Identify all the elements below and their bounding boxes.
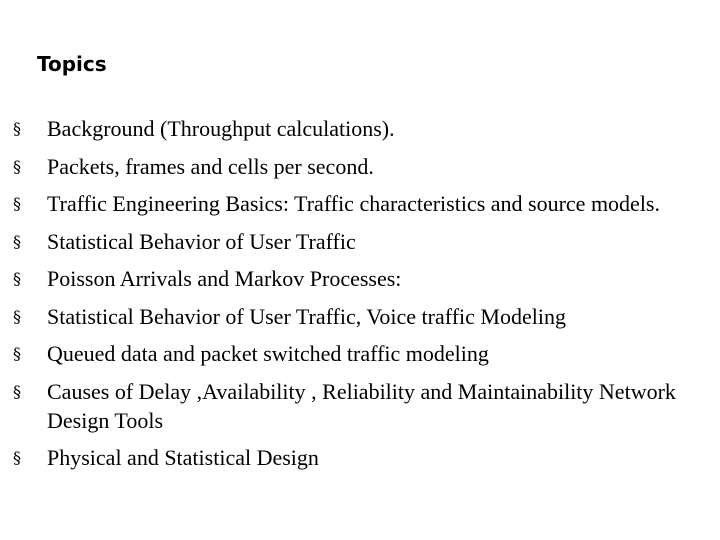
list-item-text: Statistical Behavior of User Traffic — [47, 228, 356, 254]
list-item-text: Physical and Statistical Design — [47, 445, 319, 470]
list-item — [0, 114, 720, 143]
bullet-icon: § — [13, 156, 21, 176]
list-item — [0, 227, 720, 256]
list-item-text: Packets, frames and cells per second. — [47, 153, 374, 179]
list-item — [0, 443, 720, 472]
topics-list — [0, 114, 720, 481]
bullet-icon: § — [13, 194, 21, 213]
list-item-text: Background (Throughput calculations). — [47, 116, 395, 141]
list-item — [0, 152, 720, 181]
list-item — [0, 264, 720, 293]
list-item — [0, 377, 720, 435]
list-item — [0, 339, 720, 368]
list-item-text: Causes of Delay ,Availability , Reliability and Maintainability Network Design Tools — [47, 378, 676, 433]
bullet-icon: § — [13, 448, 21, 467]
bullet-icon: § — [13, 269, 21, 288]
bullet-icon: § — [13, 344, 21, 363]
list-item-text: Poisson Arrivals and Markov Processes: — [47, 266, 402, 291]
list-item-text: Traffic Engineering Basics: Traffic characteristics and source models. — [47, 191, 660, 216]
list-item-text: Statistical Behavior of User Traffic, Voice traffic Modeling — [47, 303, 566, 329]
bullet-icon: § — [13, 381, 21, 401]
bullet-icon: § — [13, 306, 21, 326]
bullet-icon: § — [13, 231, 21, 251]
bullet-icon: § — [13, 119, 21, 138]
list-item-text: Queued data and packet switched traffic modeling — [47, 341, 489, 366]
list-item — [0, 189, 720, 218]
list-item — [0, 302, 720, 331]
slide-title: Topics — [37, 52, 107, 76]
